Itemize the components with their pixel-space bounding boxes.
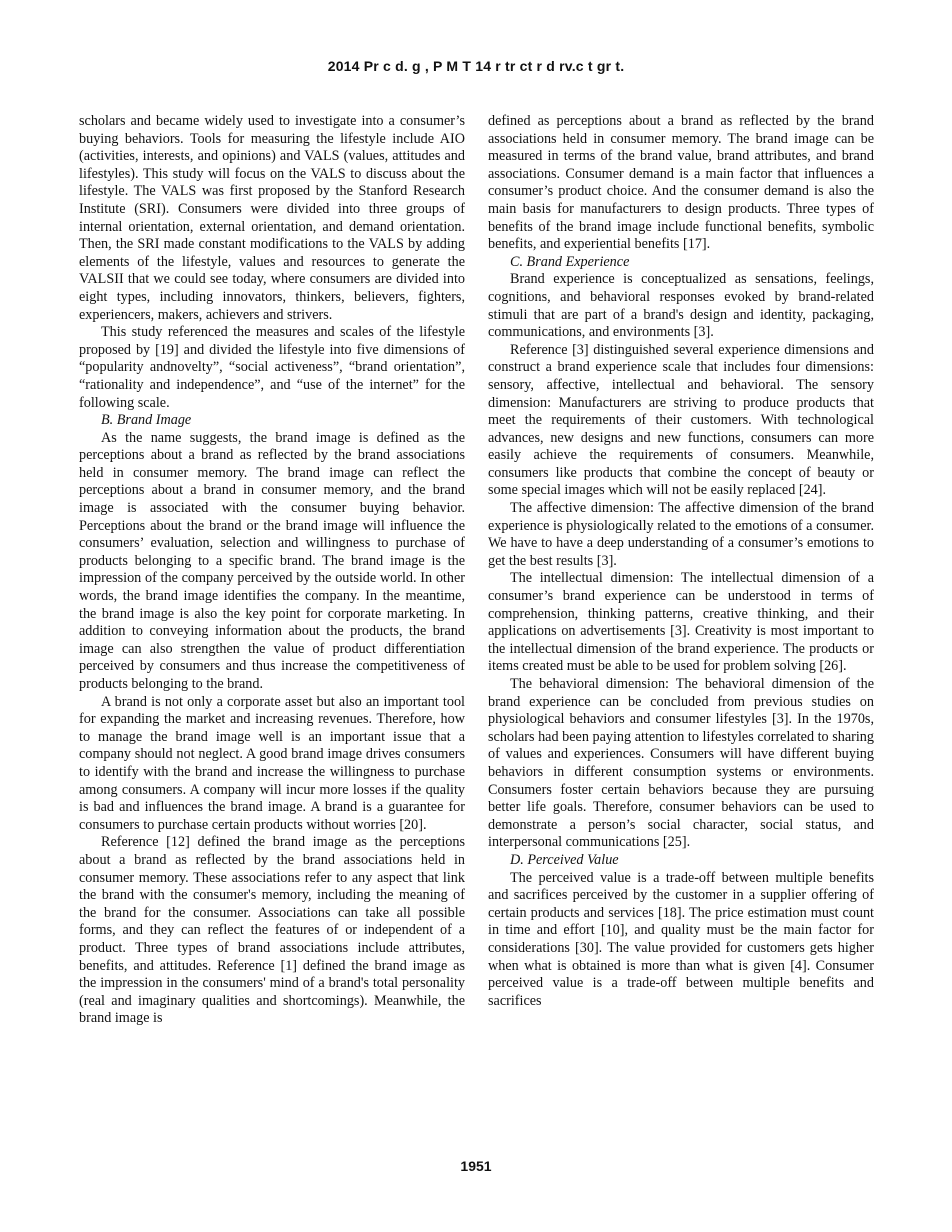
paragraph: scholars and became widely used to investigate into a consumer’s buying behaviors. Tools for measuring the lifestyle include AIO (activities, interests, and opinions) and VALS (values, attitudes and lifestyles). This study will focus on the VALS to discuss about the lifestyle. The VALS was first proposed by the Stanford Research Institute (SRI). Consumers were divided into three groups of internal orientation, external orientation, and demand orientation. Then, the SRI made constant modifications to the VALS by adding elements of the lifestyle, values and resources to generate the VALSII that we could see today, where consumers are divided into eight types, including innovators, thinkers, believers, fighters, experiencers, makers, achievers and strivers. bbox=[79, 113, 465, 323]
right-column bbox=[488, 113, 874, 1010]
running-head: 2014 Pr c d. g , P M T 14 r tr ct r d rv.c t gr t. bbox=[327, 58, 625, 74]
paragraph: The perceived value is a trade-off between multiple benefits and sacrifices perceived by the customer in a supplier offering of certain products and services [18]. The price estimation must count in time and effort [10], and quality must be the main factor for considerations [30]. The value provided for customers gets higher when what is obtained is more than what is given [4]. Consumer perceived value is a trade-off between multiple benefits and sacrifices bbox=[488, 869, 874, 1009]
paragraph: This study referenced the measures and scales of the lifestyle proposed by [19] and divided the lifestyle into five dimensions of “popularity andnovelty”, “social activeness”, “brand orientation”, “rationality and independence”, and “use of the internet” for the following scale. bbox=[79, 324, 465, 411]
page-number: 1951 bbox=[460, 1158, 492, 1174]
paragraph: The behavioral dimension: The behavioral dimension of the brand experience can be concluded from previous studies on physiological behaviors and consumer lifestyles [3]. In the 1970s, scholars had been paying attention to lifestyles correlated to sharing of values and experiences. Consumers will have different buying behaviors in different consumption systems or environments. Consumers foster certain behaviors because they are pursuing better life goals. Therefore, consumer behaviors can be used to demonstrate a person’s social character, social status, and interpersonal communications [25]. bbox=[488, 676, 874, 851]
paragraph: The affective dimension: The affective dimension of the brand experience is physiologically related to the emotions of a consumer. We have to have a deep understanding of a consumer’s emotions to get the best results [3]. bbox=[488, 500, 874, 569]
paragraph: A brand is not only a corporate asset but also an important tool for expanding the market and increasing revenues. Therefore, how to manage the brand image well is an important issue that a company should not neglect. A good brand image drives consumers to identify with the brand and increase the willingness to purchase among consumers. A company will incur more losses if the quality is bad and influences the brand image. A brand is a guarantee for consumers to purchase certain products without worries [20]. bbox=[79, 693, 465, 833]
paragraph: defined as perceptions about a brand as reflected by the brand associations held in consumer memory. The brand image can be measured in terms of the brand value, brand attributes, and brand associations. Consumer demand is a main factor that influences a consumer’s product choice. And the consumer demand is also the main basis for manufacturers to design products. Three types of benefits of the brand image include functional benefits, symbolic benefits, and experiential benefits [17]. bbox=[488, 113, 874, 253]
paragraph: Reference [12] defined the brand image as the perceptions about a brand as reflected by the brand associations held in consumer memory. These associations refer to any aspect that link the brand with the consumer's memory, including the meaning of the brand for the consumer. Associations can take all possible forms, and they can reflect the features of or independent of a product. Three types of brand associations include attributes, benefits, and attitudes. Reference [1] defined the brand image as the impression in the consumers' mind of a brand's total personality (real and imaginary qualities and shortcomings). Meanwhile, the brand image is bbox=[79, 834, 465, 1027]
paragraph: As the name suggests, the brand image is defined as the perceptions about a brand as reflected by the brand associations held in consumer memory. The brand image can reflect the perceptions about a brand in consumer memory, and the brand image is associated with the consumer buying behavior. Perceptions about the brand or the brand image will influence the consumers’ evaluation, selection and willingness to purchase of products belonging to a specific brand. The brand image is the impression of the company perceived by the outside world. In other words, the brand image identifies the company. In the meantime, the brand image is also the key point for corporate marketing. In addition to conveying information about the products, the brand image can also strengthen the value of product differentiation perceived by consumers and thus increase the competitiveness of products belonging to the brand. bbox=[79, 429, 465, 692]
section-heading-perceived-value: D. Perceived Value bbox=[510, 851, 619, 868]
paragraph: Brand experience is conceptualized as sensations, feelings, cognitions, and behavioral responses evoked by brand-related stimuli that are part of a brand's design and identity, packaging, communications, and environments [3]. bbox=[488, 271, 874, 341]
paragraph: The intellectual dimension: The intellectual dimension of a consumer’s brand experience can be understood in terms of comprehension, thinking patterns, creative thinking, and their applications on advertisements [3]. Creativity is most important to the intellectual dimension of the brand experience. The products or items created must be able to be used for problem solving [26]. bbox=[488, 570, 874, 675]
paragraph: Reference [3] distinguished several experience dimensions and construct a brand experience scale that includes four dimensions: sensory, affective, intellectual and behavioral. The sensory dimension: Manufacturers are striving to produce products that meet the requirements of their customers. With technological advances, new designs and new functions, consumers can more easily achieve the requirements of consumers. Meanwhile, consumers like products that combine the concept of beauty or some special images which will not be easily replaced [24]. bbox=[488, 341, 874, 499]
section-heading-brand-experience: C. Brand Experience bbox=[510, 253, 630, 270]
section-heading-brand-image: B. Brand Image bbox=[101, 412, 192, 429]
left-column bbox=[79, 113, 465, 1028]
